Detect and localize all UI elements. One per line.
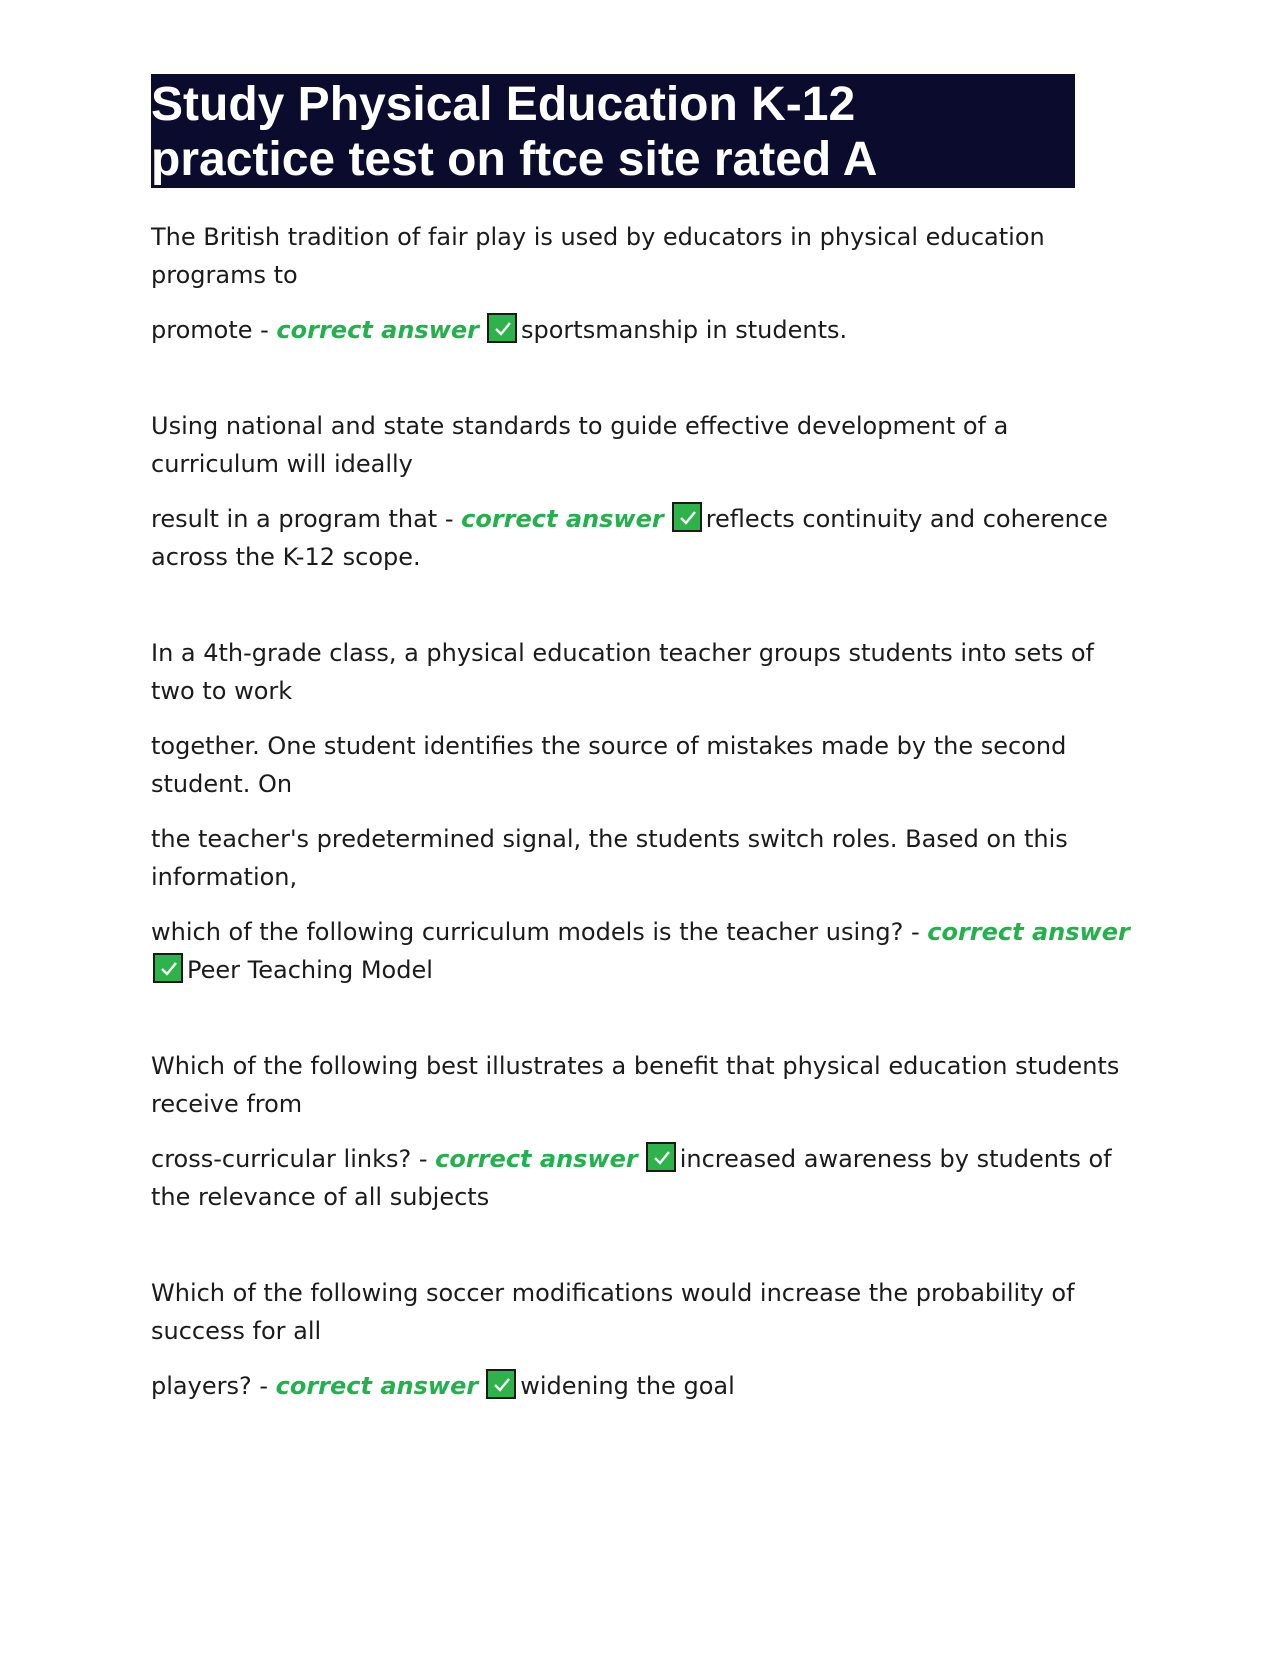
answer-text: sportsmanship in students. bbox=[521, 316, 848, 344]
question-text: Using national and state standards to guide effective development of a curriculum will ideally bbox=[151, 412, 1009, 478]
title-line-1: Study Physical Education K-12 bbox=[151, 78, 856, 131]
document-page bbox=[151, 74, 1141, 1463]
question-lead: cross-curricular links? - bbox=[151, 1145, 436, 1173]
answer-text: reflects continuity and coherence across the K-12 scope. bbox=[151, 505, 1108, 571]
check-box-icon bbox=[487, 313, 517, 343]
answer-text: increased awareness by students of the relevance of all subjects bbox=[151, 1145, 1112, 1211]
title-banner bbox=[151, 74, 1075, 190]
answer-line bbox=[151, 311, 1141, 349]
page-title bbox=[151, 77, 1075, 187]
question-text: together. One student identifies the source of mistakes made by the second student. On bbox=[151, 732, 1067, 798]
question-text: In a 4th-grade class, a physical education teacher groups students into sets of two to work bbox=[151, 639, 1094, 705]
correct-answer-label: correct answer bbox=[927, 918, 1130, 946]
check-box-icon bbox=[153, 953, 183, 983]
correct-answer-label: correct answer bbox=[461, 505, 664, 533]
check-box-icon bbox=[672, 502, 702, 532]
answer-line bbox=[151, 500, 1141, 576]
title-line-2: practice test on ftce site rated A bbox=[151, 133, 878, 186]
question-text: Which of the following soccer modifications would increase the probability of success for all bbox=[151, 1279, 1075, 1345]
question-item bbox=[151, 1274, 1141, 1405]
correct-answer-label: correct answer bbox=[276, 316, 479, 344]
answer-line bbox=[151, 1367, 1141, 1405]
answer-text: widening the goal bbox=[520, 1372, 735, 1400]
question-item bbox=[151, 407, 1141, 576]
question-lead: players? - bbox=[151, 1372, 276, 1400]
question-text: the teacher's predetermined signal, the students switch roles. Based on this information, bbox=[151, 825, 1068, 891]
correct-answer-label: correct answer bbox=[275, 1372, 479, 1400]
question-text: Which of the following best illustrates a benefit that physical education students receive from bbox=[151, 1052, 1120, 1118]
question-text: The British tradition of fair play is used by educators in physical education programs to bbox=[151, 223, 1045, 289]
correct-answer-label: correct answer bbox=[435, 1145, 638, 1173]
answer-text: Peer Teaching Model bbox=[187, 956, 433, 984]
question-lead: result in a program that - bbox=[151, 505, 462, 533]
question-lead: which of the following curriculum models is the teacher using? - bbox=[151, 918, 928, 946]
question-item bbox=[151, 218, 1141, 349]
check-box-icon bbox=[646, 1142, 676, 1172]
answer-line bbox=[151, 913, 1141, 989]
answer-line bbox=[151, 1140, 1141, 1216]
question-lead: promote - bbox=[151, 316, 277, 344]
question-list bbox=[151, 218, 1141, 1405]
check-box-icon bbox=[486, 1369, 516, 1399]
question-item bbox=[151, 634, 1141, 989]
question-item bbox=[151, 1047, 1141, 1216]
